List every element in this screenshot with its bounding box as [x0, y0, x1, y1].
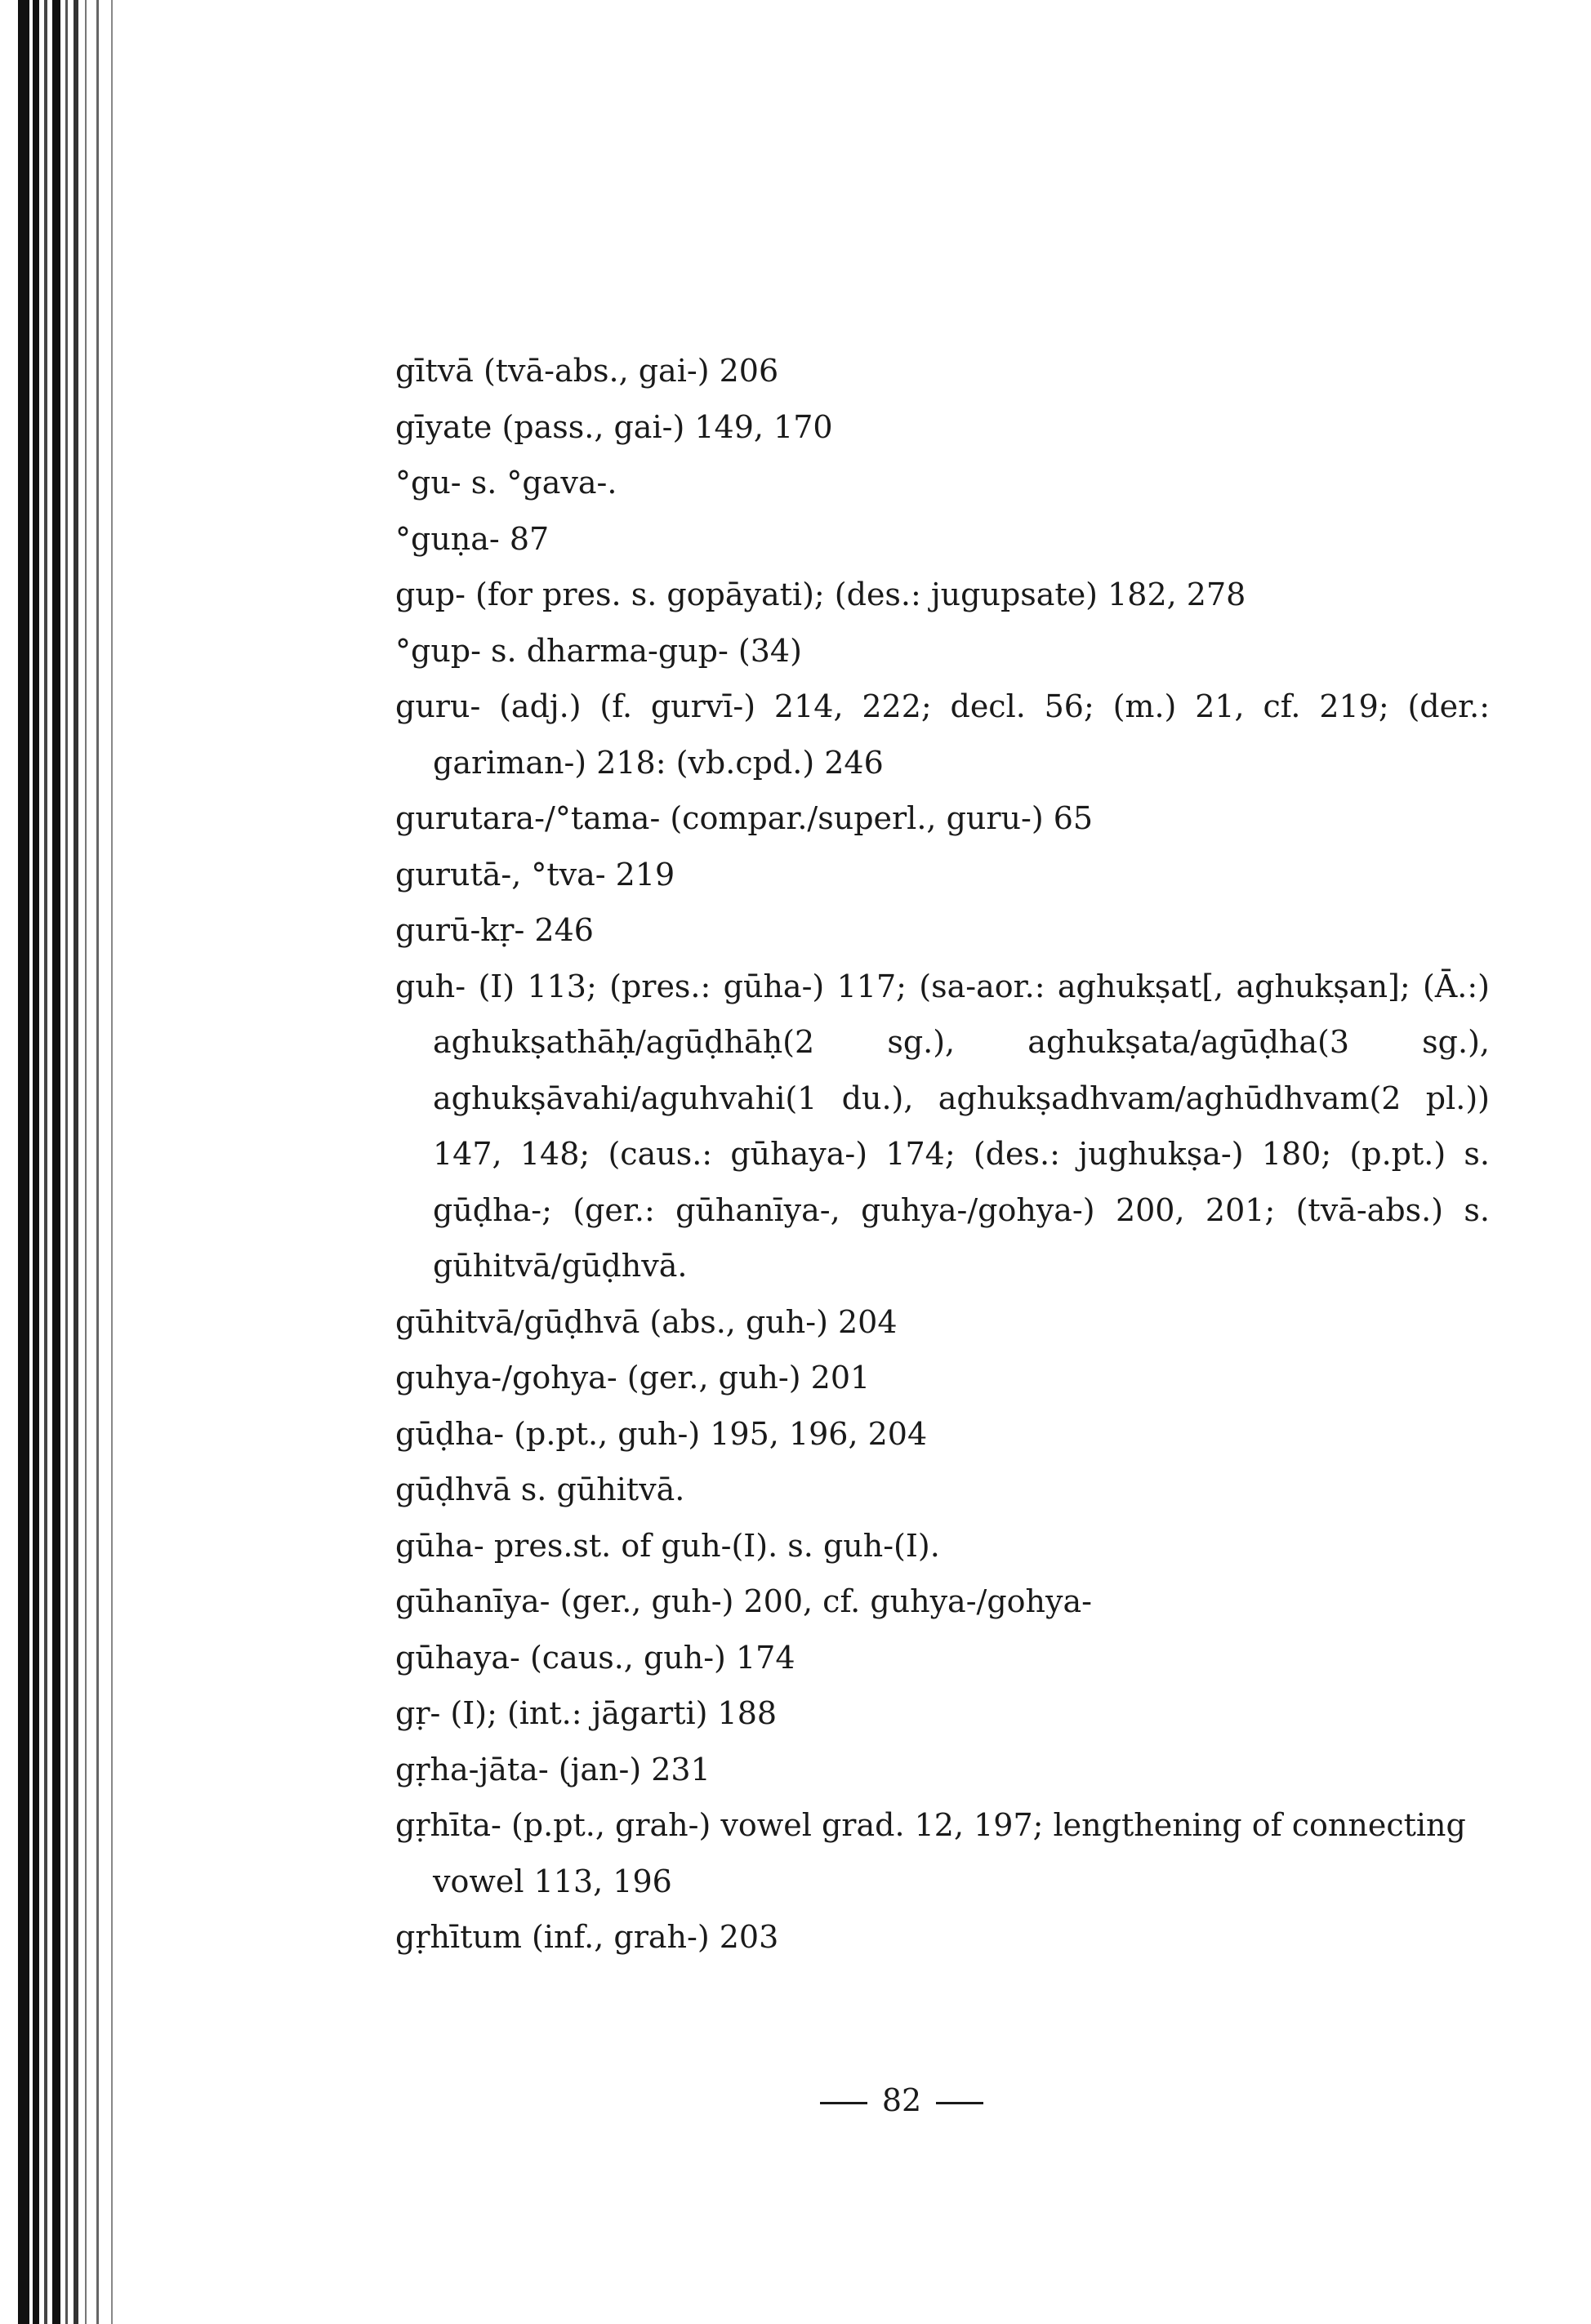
folio-dash-right: [936, 2102, 983, 2104]
page-number-text: 82: [881, 2082, 922, 2118]
index-entry: gṛhītum (inf., grah-) 203: [395, 1919, 779, 1955]
index-entry: gūha- pres.st. of guh-(I). s. guh-(I).: [395, 1527, 940, 1564]
index-entry: °gu- s. °gava-.: [395, 465, 617, 501]
index-entry: gītvā (tvā-abs., gai-) 206: [395, 353, 779, 389]
index-entry: gīyate (pass., gai-) 149, 170: [395, 408, 833, 445]
index-entries: [395, 343, 1490, 1966]
index-entry: gūḍhvā s. gūhitvā.: [395, 1471, 685, 1507]
index-entry: gurutara-/°tama- (compar./superl., guru-) 65: [395, 800, 1094, 836]
index-entry: °gup- s. dharma-gup- (34): [395, 632, 802, 669]
book-binding-edge: [0, 0, 131, 2324]
index-entry: guhya-/gohya- (ger., guh-) 201: [395, 1360, 871, 1396]
folio-dash-left: [820, 2102, 867, 2104]
index-entry: gup- (for pres. s. gopāyati); (des.: jugupsate) 182, 278: [395, 577, 1246, 612]
index-entry: gurutā-, °tva- 219: [395, 856, 675, 893]
page-number: [106, 2082, 1591, 2118]
index-entry: gūhanīya- (ger., guh-) 200, cf. guhya-/gohya-: [395, 1583, 1092, 1619]
index-entry: guh- (I) 113; (pres.: gūha-) 117; (sa-aor.: aghukṣat[, aghukṣan]; (Ā.:) aghukṣathāḥ/agūḍhāḥ(2 sg.), aghukṣata/agūḍha(3 sg.), aghukṣāvahi/aguhvahi(1 du.), aghukṣadhvam/aghūdhvam(2 pl.)) 147, 148; (caus.: gūhaya-) 174; (des.: jughukṣa-) 180; (p.pt.) s. gūḍha-; (ger.: gūhanīya-, guhya-/gohya-) 200, 201; (tvā-abs.) s. gūhitvā/gūḍhvā.: [395, 968, 1490, 1284]
index-page: [395, 343, 1490, 1966]
index-entry: gurū-kṛ- 246: [395, 912, 594, 948]
index-entry: gūhaya- (caus., guh-) 174: [395, 1639, 796, 1676]
index-entry: gṛ- (I); (int.: jāgarti) 188: [395, 1695, 778, 1731]
index-entry: °guṇa- 87: [395, 520, 550, 557]
index-entry: gṛha-jāta- (jan-) 231: [395, 1751, 711, 1788]
index-entry: gūḍha- (p.pt., guh-) 195, 196, 204: [395, 1415, 928, 1452]
index-entry: guru- (adj.) (f. gurvī-) 214, 222; decl. 56; (m.) 21, cf. 219; (der.: gariman-) 218: (vb.cpd.) 246: [395, 688, 1490, 781]
index-entry: gṛhīta- (p.pt., grah-) vowel grad. 12, 197; lengthening of connecting vowel 113, 196: [395, 1807, 1466, 1899]
index-entry: gūhitvā/gūḍhvā (abs., guh-) 204: [395, 1303, 898, 1340]
